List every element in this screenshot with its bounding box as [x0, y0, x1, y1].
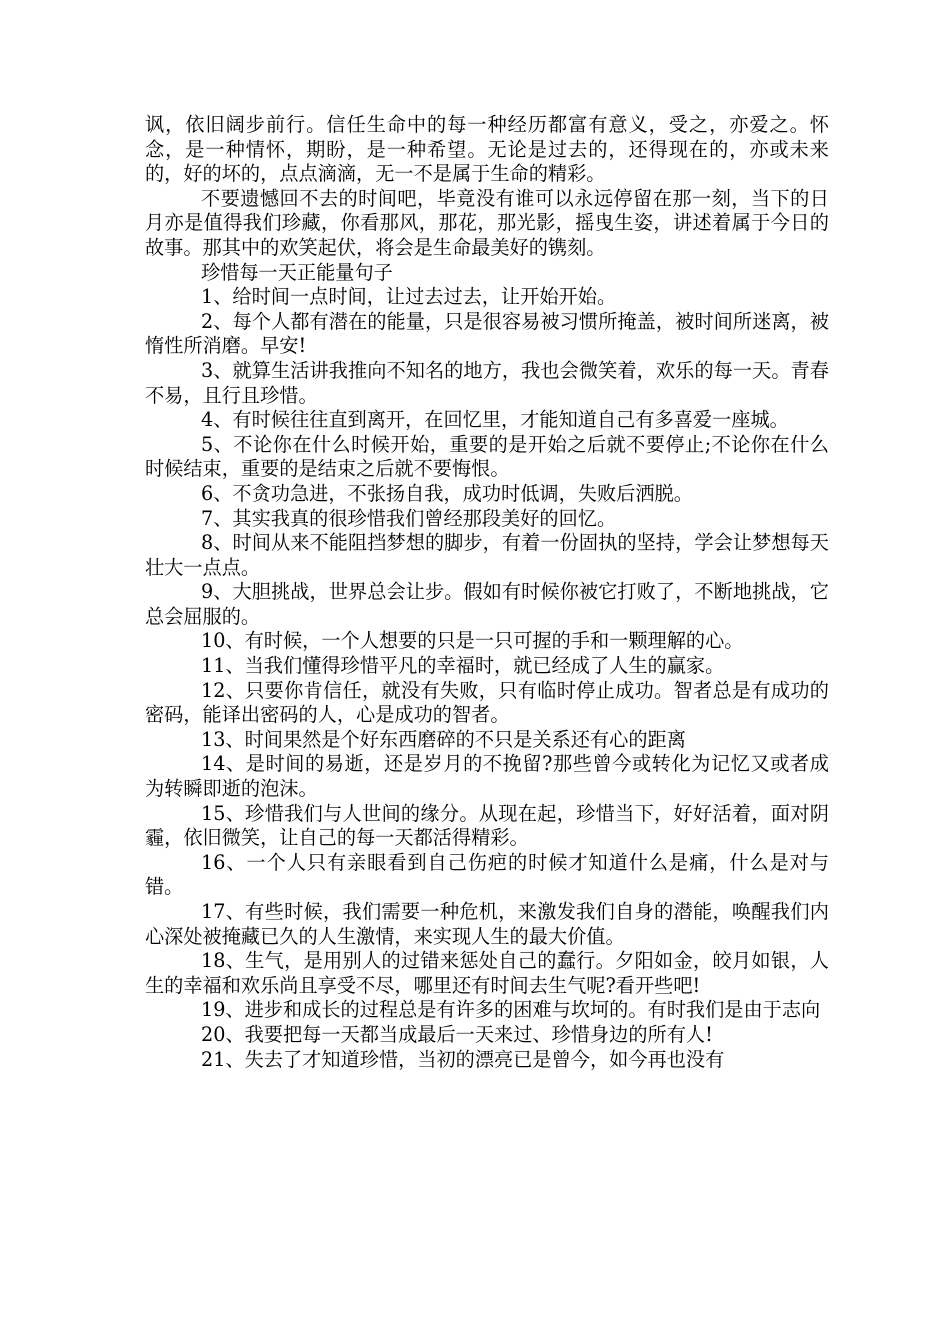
paragraph: 20、我要把每一天都当成最后一天来过、珍惜身边的所有人!	[201, 1022, 713, 1046]
paragraph: 17、有些时候，我们需要一种危机，来激发我们自身的潜能，唤醒我们内心深处被掩藏已久的人生激情，来实现人生的最大价值。	[145, 900, 829, 948]
paragraph: 1、给时间一点时间，让过去过去，让开始开始。	[201, 285, 617, 309]
document-body	[145, 113, 829, 1072]
paragraph: 15、珍惜我们与人世间的缘分。从现在起，珍惜当下，好好活着，面对阴霾，依旧微笑，让自己的每一天都活得精彩。	[145, 801, 829, 850]
paragraph: 讽，依旧阔步前行。信任生命中的每一种经历都富有意义，受之，亦爱之。怀念，是一种情怀，期盼，是一种希望。无论是过去的，还得现在的，亦或未来的，好的坏的，点点滴滴，无一不是属于生命的精彩。	[145, 113, 829, 186]
paragraph: 18、生气，是用别人的过错来惩处自己的蠢行。夕阳如金，皎月如银，人生的幸福和欢乐尚且享受不尽，哪里还有时间去生气呢?看开些吧!	[145, 949, 829, 997]
paragraph: 2、每个人都有潜在的能量，只是很容易被习惯所掩盖，被时间所迷离，被惰性所消磨。早安!	[145, 309, 829, 358]
paragraph: 14、是时间的易逝，还是岁月的不挽留?那些曾今或转化为记忆又或者成为转瞬即逝的泡沫。	[145, 752, 829, 801]
paragraph: 8、时间从来不能阻挡梦想的脚步，有着一份固执的坚持，学会让梦想每天壮大一点点。	[145, 531, 829, 579]
paragraph: 不要遗憾回不去的时间吧，毕竟没有谁可以永远停留在那一刻，当下的日月亦是值得我们珍藏，你看那风，那花，那光影，摇曳生姿，讲述着属于今日的故事。那其中的欢笑起伏，将会是生命最美好的镌刻。	[145, 186, 829, 259]
paragraph: 5、不论你在什么时候开始，重要的是开始之后就不要停止;不论你在什么时候结束，重要的是结束之后就不要悔恨。	[145, 432, 829, 481]
paragraph: 4、有时候往往直到离开，在回忆里，才能知道自己有多喜爱一座城。	[201, 408, 789, 432]
section-heading: 珍惜每一天正能量句子	[201, 260, 393, 284]
paragraph: 21、失去了才知道珍惜，当初的漂亮已是曾今，如今再也没有	[201, 1047, 725, 1071]
paragraph: 19、进步和成长的过程总是有许多的困难与坎坷的。有时我们是由于志向	[201, 998, 821, 1022]
paragraph: 12、只要你肯信任，就没有失败，只有临时停止成功。智者总是有成功的密码，能译出密码的人，心是成功的智者。	[145, 678, 829, 727]
paragraph: 13、时间果然是个好东西磨碎的不只是关系还有心的距离	[201, 727, 686, 751]
paragraph: 10、有时候，一个人想要的只是一只可握的手和一颗理解的心。	[201, 629, 744, 653]
paragraph: 7、其实我真的很珍惜我们曾经那段美好的回忆。	[201, 506, 617, 530]
paragraph: 16、一个人只有亲眼看到自己伤疤的时候才知道什么是痛，什么是对与错。	[145, 850, 829, 899]
paragraph: 3、就算生活讲我推向不知名的地方，我也会微笑着，欢乐的每一天。青春不易，且行且珍惜。	[145, 358, 829, 407]
paragraph: 9、大胆挑战，世界总会让步。假如有时候你被它打败了，不断地挑战，它总会屈服的。	[145, 580, 829, 628]
paragraph: 6、不贪功急进，不张扬自我，成功时低调，失败后洒脱。	[201, 481, 693, 505]
paragraph: 11、当我们懂得珍惜平凡的幸福时，就已经成了人生的赢家。	[201, 654, 725, 678]
